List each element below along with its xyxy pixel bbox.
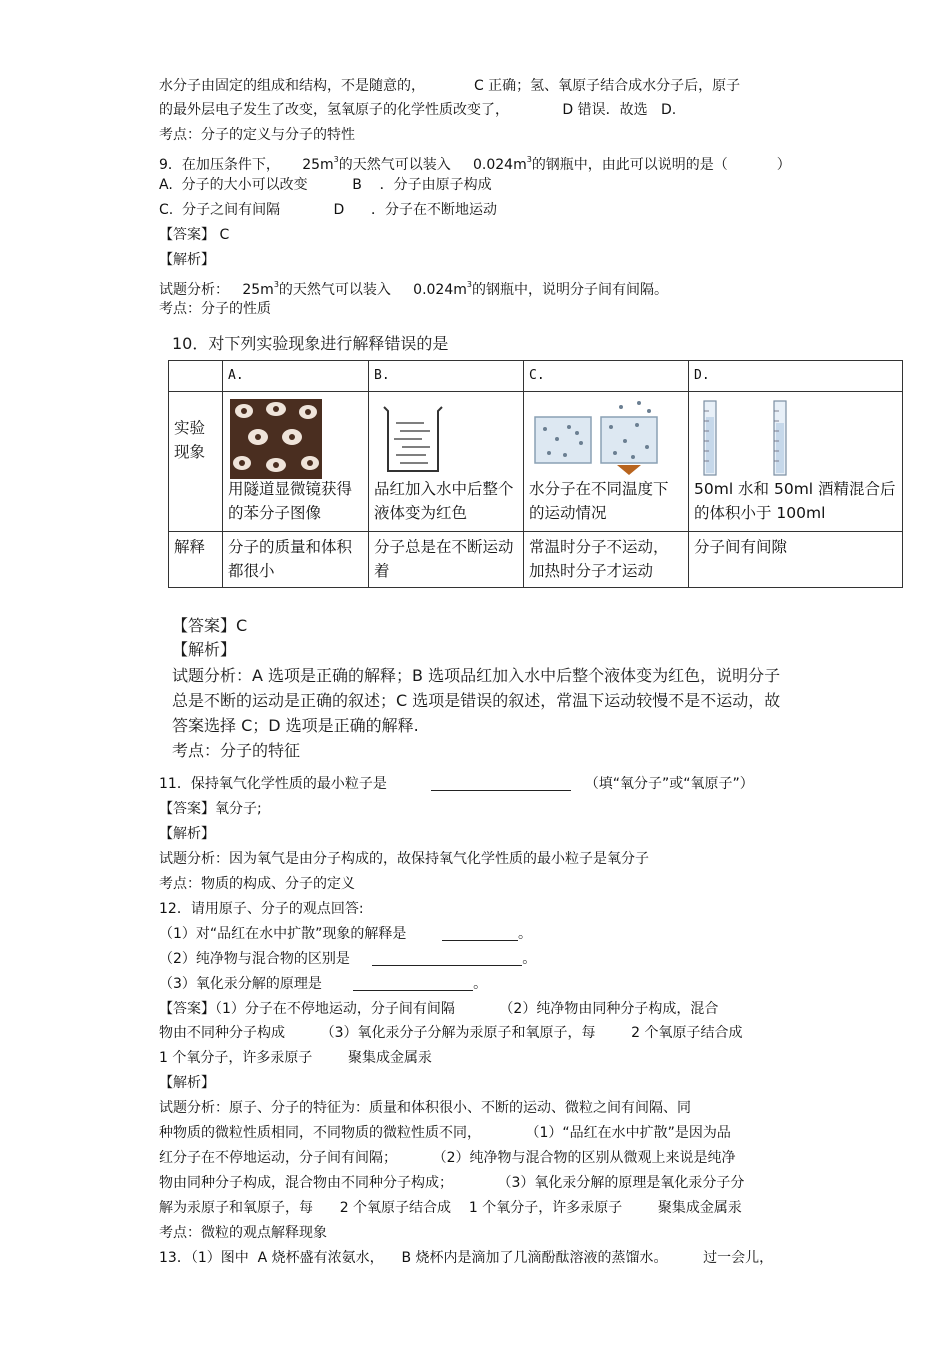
experiment-table	[168, 360, 903, 588]
explanation-b: 分子总是在不断运动着	[369, 531, 524, 587]
question-12-answer-2: 物由不同种分子构成 （3）氧化汞分子分解为汞原子和氧原子，每 2 个氧原子结合成	[159, 1025, 743, 1041]
question-12-analysis-5: 解为汞原子和氧原子，每 2 个氧原子结合成 1 个氧分子，许多汞原子 聚集成金属汞	[159, 1200, 742, 1216]
question-12-analysis-1: 试题分析：原子、分子的特征为：质量和体积很小、不断的运动、微粒之间有间隔、同	[159, 1100, 691, 1116]
col-header-a: A.	[223, 361, 369, 392]
explanation-a: 分子的质量和体积都很小	[223, 531, 369, 587]
question-12-answer-1: 【答案】（1）分子在不停地运动，分子间有间隔 （2）纯净物由同种分子构成，混合	[159, 1001, 719, 1017]
question-11-analysis: 试题分析：因为氧气是由分子构成的，故保持氧气化学性质的最小粒子是氧分子	[159, 851, 649, 867]
col-header-d: D.	[689, 361, 903, 392]
text-line: 的最外层电子发生了改变，氢氧原子的化学性质改变了， D 错误．故选 D.	[159, 102, 677, 118]
phenomenon-d-text: 50ml 水和 50ml 酒精混合后的体积小于 100ml	[694, 480, 896, 522]
question-9-analysis-label: 【解析】	[159, 252, 215, 268]
cell-d-phenomenon	[689, 392, 903, 532]
cell-a-phenomenon	[223, 392, 369, 532]
question-10-analysis-1: 试题分析：A 选项是正确的解释；B 选项品红加入水中后整个液体变为红色，说明分子	[172, 666, 781, 685]
question-9-answer: 【答案】 C	[159, 227, 230, 243]
answer-blank[interactable]	[353, 976, 473, 991]
question-11-point: 考点：物质的构成、分子的定义	[159, 876, 355, 892]
row-label-phenomenon: 实验 现象	[169, 392, 223, 532]
question-9-analysis: 试题分析： $25m^3$的天然气可以装入 $0.024m^3$的钢瓶中，说明分子间有间隔。	[159, 280, 668, 298]
question-12-part-1: （1）对“品红在水中扩散”现象的解释是 。	[159, 926, 533, 942]
text-line: 水分子由固定的组成和结构，不是随意的， C 正确；氢、氧原子结合成水分子后，原子	[159, 78, 741, 94]
cell-c-phenomenon	[524, 392, 689, 532]
beaker-image	[374, 395, 518, 477]
answer-blank[interactable]	[431, 776, 571, 791]
col-header-c: C.	[524, 361, 689, 392]
question-11-answer: 【答案】氧分子;	[159, 801, 262, 817]
question-12-point: 考点：微粒的观点解释现象	[159, 1225, 327, 1241]
question-12-analysis-label: 【解析】	[159, 1075, 215, 1091]
question-11-stem: 11．保持氧气化学性质的最小粒子是 （填“氧分子”或“氧原子”）	[159, 776, 754, 792]
question-10-analysis-2: 总是不断的运动是正确的叙述；C 选项是错误的叙述，常温下运动较慢不是不运动，故	[172, 691, 781, 710]
measuring-cylinders-image	[694, 395, 897, 477]
row-label-explanation: 解释	[169, 531, 223, 587]
phenomenon-c-text: 水分子在不同温度下的运动情况	[529, 480, 669, 522]
question-12-analysis-2: 种物质的微粒性质相同，不同物质的微粒性质不同， （1）“品红在水中扩散”是因为品	[159, 1125, 731, 1141]
question-12-part-3: （3）氧化汞分解的原理是 。	[159, 976, 488, 992]
question-12-stem: 12．请用原子、分子的观点回答:	[159, 901, 364, 917]
question-12-part-2: （2）纯净物与混合物的区别是 。	[159, 951, 537, 967]
question-9-options-cd: C. 分子之间有间隔 D ．分子在不断地运动	[159, 202, 498, 218]
question-10-answer: 【答案】C	[172, 616, 248, 635]
question-9-stem: 9．在加压条件下， $25m^3$的天然气可以装入 $0.024m^3$的钢瓶中，由此可以说明的是（ ）	[159, 155, 791, 173]
question-12-analysis-3: 红分子在不停地运动，分子间有间隔； （2）纯净物与混合物的区别从微观上来说是纯净	[159, 1150, 736, 1166]
question-12-answer-3: 1 个氧分子，许多汞原子 聚集成金属汞	[159, 1050, 432, 1066]
explanation-d: 分子间有间隙	[689, 531, 903, 587]
explanation-c: 常温时分子不运动，加热时分子才运动	[524, 531, 689, 587]
question-12-analysis-4: 物由同种分子构成，混合物由不同种分子构成； （3）氧化汞分解的原理是氧化汞分子分	[159, 1175, 745, 1191]
phenomenon-a-text: 用隧道显微镜获得的苯分子图像	[228, 480, 353, 522]
question-10-point: 考点：分子的特征	[172, 741, 301, 760]
question-9-point: 考点：分子的性质	[159, 301, 271, 317]
benzene-molecule-image	[228, 395, 363, 477]
cell-b-phenomenon	[369, 392, 524, 532]
table-corner	[169, 361, 223, 392]
col-header-b: B.	[369, 361, 524, 392]
question-10-analysis-label: 【解析】	[172, 640, 237, 659]
question-10-analysis-3: 答案选择 C；D 选项是正确的解释.	[172, 716, 419, 735]
answer-blank[interactable]	[372, 951, 522, 966]
question-10-stem: 10．对下列实验现象进行解释错误的是	[172, 334, 449, 353]
question-13-stem: 13．（1）图中 A 烧杯盛有浓氨水， B 烧杯内是滴加了几滴酚酞溶液的蒸馏水。 过一会儿，	[159, 1250, 774, 1266]
water-molecule-beakers-image	[529, 395, 683, 477]
phenomenon-b-text: 品红加入水中后整个液体变为红色	[374, 480, 514, 522]
answer-blank[interactable]	[442, 926, 518, 941]
question-11-analysis-label: 【解析】	[159, 826, 215, 842]
question-9-options-ab: A. 分子的大小可以改变 B ．分子由原子构成	[159, 177, 492, 193]
point-line: 考点：分子的定义与分子的特性	[159, 127, 355, 143]
